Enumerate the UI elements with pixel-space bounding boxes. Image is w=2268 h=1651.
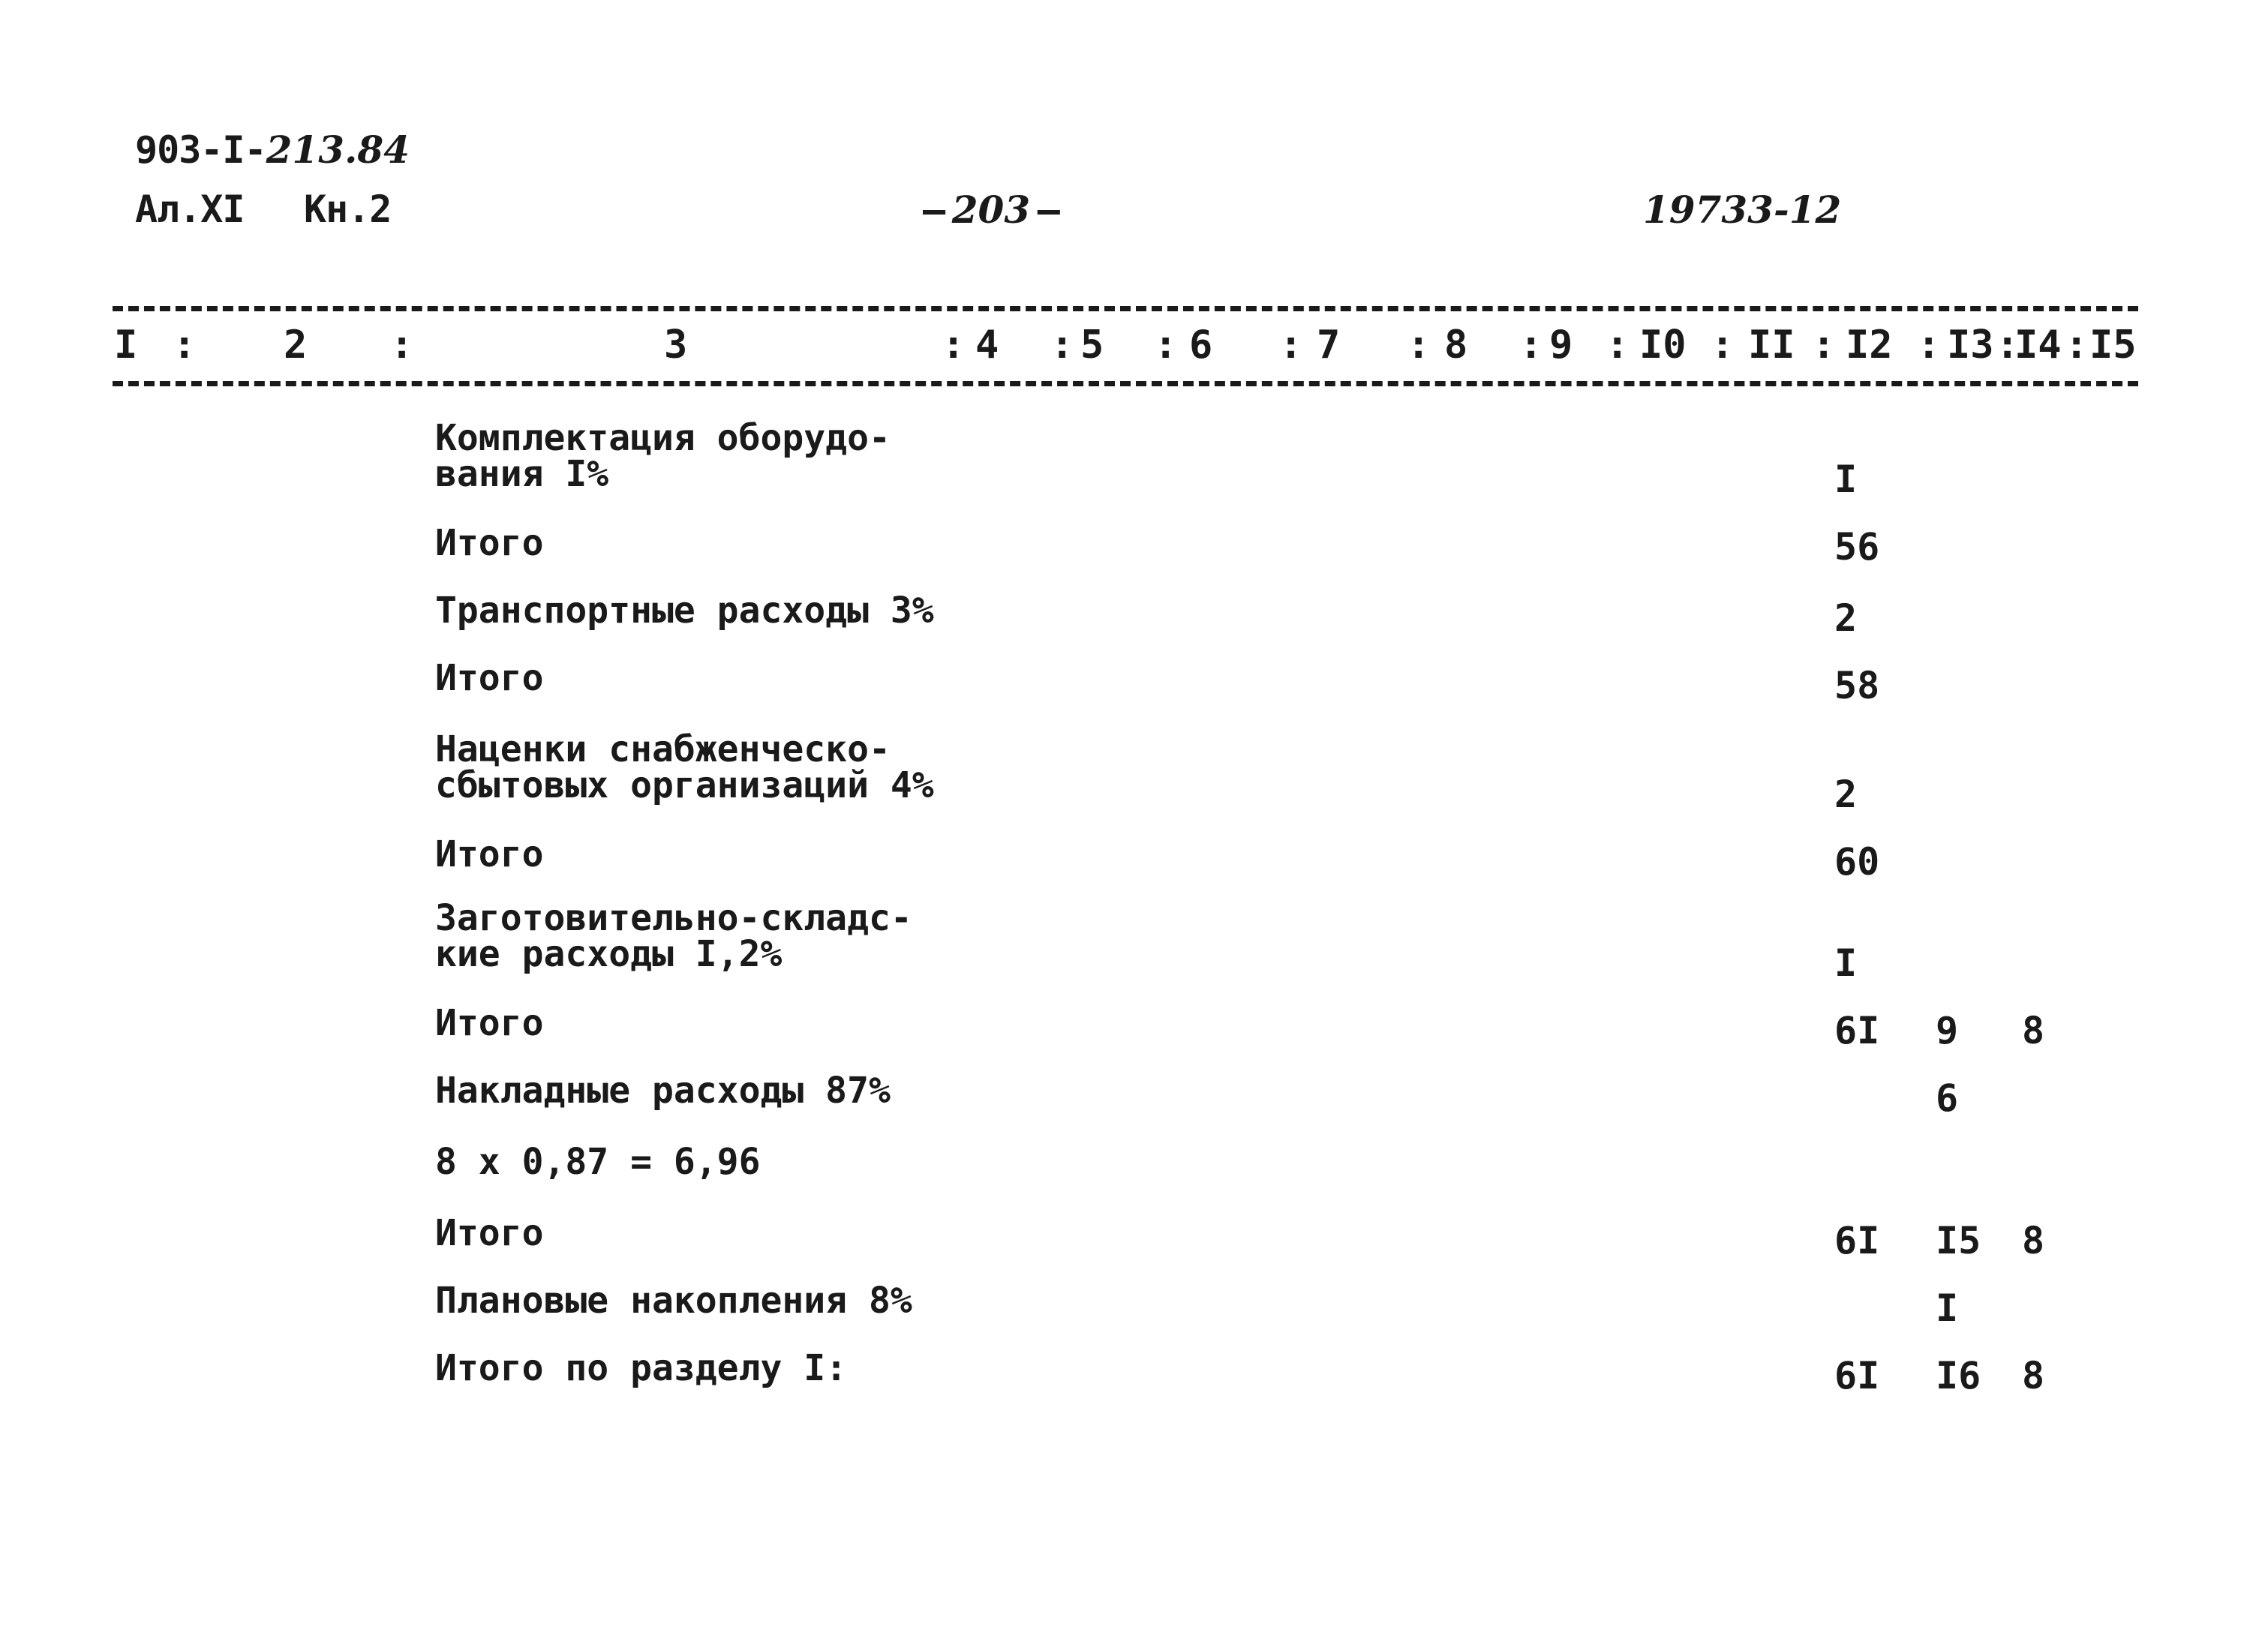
column-separator: : — [1519, 323, 1543, 368]
row-label: Наценки снабженческо- сбытовых организаций 4% — [435, 728, 934, 806]
column-number: I4 — [2014, 323, 2062, 368]
cell-col-14: 8 — [2022, 1354, 2045, 1397]
page-number: – 203 – — [923, 188, 1059, 232]
cell-col-14: 8 — [2022, 1009, 2045, 1052]
row-label: 8 x 0,87 = 6,96 — [435, 1141, 761, 1183]
cell-col-12: 56 — [1834, 525, 1880, 569]
column-number: I2 — [1846, 323, 1893, 368]
column-number: I0 — [1639, 323, 1687, 368]
header-top-rule — [113, 306, 2138, 311]
cell-col-12: I — [1834, 458, 1858, 501]
cell-col-12: 60 — [1834, 840, 1880, 884]
document-code-handwritten: 213.84 — [266, 128, 410, 172]
column-number: 8 — [1444, 323, 1468, 368]
cell-col-13: I6 — [1936, 1354, 1981, 1397]
column-number: 7 — [1317, 323, 1341, 368]
row-label: Комплектация оборудо- вания I% — [435, 417, 891, 495]
column-number: I — [114, 323, 138, 368]
cell-col-14: 8 — [2022, 1219, 2045, 1262]
cell-col-12: 2 — [1834, 773, 1858, 816]
cell-col-12: 6I — [1834, 1009, 1880, 1052]
column-number: I5 — [2089, 323, 2137, 368]
page-number-value: 203 — [951, 188, 1031, 232]
column-separator: : — [390, 323, 414, 368]
column-number: II — [1748, 323, 1795, 368]
column-number: 2 — [284, 323, 308, 368]
cell-col-12: 58 — [1834, 664, 1880, 707]
document-code-prefix: 903-I- — [135, 128, 266, 172]
row-label: Итого по разделу I: — [435, 1347, 848, 1389]
row-label: Итого — [435, 1212, 544, 1254]
row-label: Транспортные расходы 3% — [435, 590, 934, 632]
column-separator: : — [1606, 323, 1630, 368]
column-separator: : — [1407, 323, 1431, 368]
book-label: Кн.2 — [304, 188, 392, 231]
row-label: Накладные расходы 87% — [435, 1070, 891, 1112]
column-number: 9 — [1549, 323, 1573, 368]
cell-col-13: 6 — [1936, 1076, 1959, 1120]
column-separator: : — [1154, 323, 1178, 368]
cell-col-13: 9 — [1936, 1009, 1959, 1052]
cell-col-12: 6I — [1834, 1219, 1880, 1262]
cell-col-13: I5 — [1936, 1219, 1981, 1262]
column-separator: : — [1050, 323, 1074, 368]
column-number: I3 — [1947, 323, 1994, 368]
cell-col-12: I — [1834, 941, 1858, 985]
column-separator: : — [173, 323, 197, 368]
album-label: Ал.XI — [135, 188, 245, 231]
document-code — [135, 128, 410, 172]
column-number: 6 — [1189, 323, 1213, 368]
header-bottom-rule — [113, 381, 2138, 386]
column-separator: : — [1812, 323, 1836, 368]
row-label: Плановые накопления 8% — [435, 1280, 912, 1322]
column-separator: : — [942, 323, 966, 368]
column-separator: : — [1279, 323, 1303, 368]
column-separator: : — [1996, 323, 2020, 368]
column-number: 4 — [975, 323, 999, 368]
column-separator: : — [1711, 323, 1735, 368]
row-label: Итого — [435, 1002, 544, 1044]
cell-col-12: 2 — [1834, 596, 1858, 640]
row-label: Итого — [435, 657, 544, 699]
row-label: Заготовительно-складс- кие расходы I,2% — [435, 897, 912, 975]
order-number: 19733-12 — [1643, 188, 1842, 232]
cell-col-13: I — [1936, 1286, 1959, 1330]
row-label: Итого — [435, 522, 544, 564]
column-separator: : — [1917, 323, 1941, 368]
column-number: 3 — [664, 323, 688, 368]
cell-col-12: 6I — [1834, 1354, 1880, 1397]
column-separator: : — [2065, 323, 2089, 368]
column-number: 5 — [1080, 323, 1104, 368]
row-label: Итого — [435, 833, 544, 875]
